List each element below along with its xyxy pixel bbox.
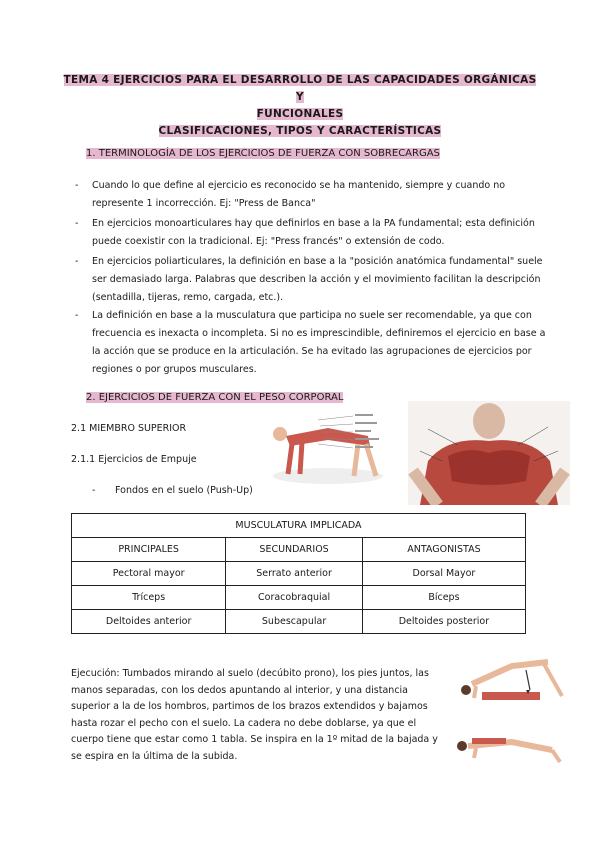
bullet-text: La definición en base a la musculatura que participa no suele ser recomendable, ya que con frecuencia es inexacta o incompleta. Si no es imprescindible, definiremos el ejercicio en base a la acción que se produce en la articulación. Se ha evitado las agrupaciones de ejercicios por regiones o por grupos musculares. [92,310,546,375]
exercise-item-pushup: Fondos en el suelo (Push-Up) [115,485,253,496]
section-2-heading-text: 2. EJERCICIOS DE FUERZA CON EL PESO CORPORAL [86,392,344,403]
bullet-text: En ejercicios poliarticulares, la definición en base a la "posición anatómica fundamental" suele ser demasiado larga. Palabras que describen la acción y el movimiento facilitan la descripción (sentadilla, tijeras, remo, cargada, etc.). [92,256,543,303]
table-cell: Tríceps [72,586,226,610]
subsection-upper-limb: 2.1 MIEMBRO SUPERIOR [71,423,187,434]
table-header: PRINCIPALES [72,538,226,562]
bullet-dash: - [75,180,79,191]
chest-muscles-figure [408,401,570,505]
bullet-dash: - [75,310,79,321]
table-cell: Coracobraquial [226,586,363,610]
table-row [72,586,526,610]
section-1-heading [86,146,440,161]
section-2-heading [86,390,343,405]
table-caption: MUSCULATURA IMPLICADA [72,514,526,538]
bullet-dash: - [75,218,79,229]
pushup-sequence-figure [452,650,572,775]
table-cell: Deltoides posterior [362,610,525,634]
table-cell: Bíceps [362,586,525,610]
title-line-3: CLASIFICACIONES, TIPOS Y CARACTERÍSTICAS [158,125,442,137]
table-cell: Pectoral mayor [72,562,226,586]
table-header: ANTAGONISTAS [362,538,525,562]
table-cell: Deltoides anterior [72,610,226,634]
subsection-push-exercises: 2.1.1 Ejercicios de Empuje [71,454,197,465]
section-1-heading-text: 1. TERMINOLOGÍA DE LOS EJERCICIOS DE FUERZA CON SOBRECARGAS [86,148,440,159]
muscles-table [71,513,526,634]
table-row [72,610,526,634]
table-header: SECUNDARIOS [226,538,363,562]
table-row [72,562,526,586]
pushup-anatomy-figure [258,406,393,488]
bullet-dash: - [75,256,79,267]
document-title [60,72,540,140]
table-cell: Dorsal Mayor [362,562,525,586]
execution-paragraph: Ejecución: Tumbados mirando al suelo (decúbito prono), los pies juntos, las manos separadas, con los dedos apuntando al interior, y una distancia superior a la de los hombros, partimos de los brazos extendidos y bajamos hasta rozar el pecho con el suelo. La cadera no debe doblarse, ya que el cuerpo tiene que estar como 1 tabla. Se inspira en la 1º mitad de la bajada y se espira en la última de la subida. [71,668,438,762]
title-line-1: TEMA 4 EJERCICIOS PARA EL DESARROLLO DE LAS CAPACIDADES ORGÁNICAS Y [63,74,537,103]
table-cell: Serrato anterior [226,562,363,586]
table-cell: Subescapular [226,610,363,634]
bullet-text: Cuando lo que define al ejercicio es reconocido se ha mantenido, siempre y cuando no represente 1 incorrección. Ej: "Press de Banca" [92,180,506,209]
title-line-2: FUNCIONALES [256,108,344,120]
exercise-item-dash: - [92,485,96,496]
bullet-text: En ejercicios monoarticulares hay que definirlos en base a la PA fundamental; esta definición puede coexistir con la tradicional. Ej: "Press francés" o extensión de codo. [92,218,535,247]
